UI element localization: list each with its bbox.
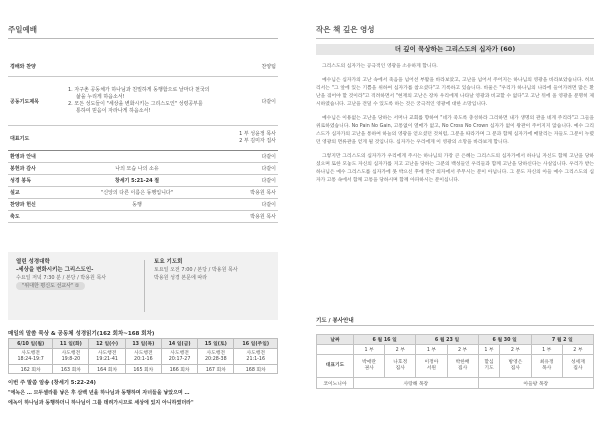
order-right xyxy=(214,131,278,145)
order-row-dedication xyxy=(8,199,278,211)
reading-cell xyxy=(234,349,278,365)
order-row-benediction xyxy=(8,211,278,223)
reading-range: 21:1-16 xyxy=(246,356,266,362)
reading-count: 162 회차 xyxy=(9,365,53,374)
duty-service: 2 부 xyxy=(562,345,593,355)
person-name: 성세재 xyxy=(570,359,585,365)
order-name: 찬양과 헌신 xyxy=(10,202,36,208)
memory-verse xyxy=(8,378,278,408)
duty-service: 1 부 xyxy=(354,345,385,355)
duty-date: 6 월 16 일 xyxy=(354,335,416,345)
person-role: 권사 xyxy=(364,366,374,371)
reading-count: 165 회차 xyxy=(125,365,161,374)
duty-date: 6 월 23 일 xyxy=(416,335,478,345)
prayer-line: 1. 자구촌 공동체가 하나님과 친밀하게 동행함으로 날마다 천국의 xyxy=(68,87,210,93)
reading-range: 19:21-41 xyxy=(96,356,118,362)
reading-range: 18:24-19:7 xyxy=(17,356,44,362)
reading-title: 매일의 말씀 묵상 & 공동체 성경읽기(162 회차~168 회차) xyxy=(8,331,155,337)
order-name: 공동기도제목 xyxy=(10,98,39,105)
duty-person xyxy=(354,355,385,378)
duty-service: 2 부 xyxy=(385,345,416,355)
duty-service-row xyxy=(317,345,594,355)
reading-cell xyxy=(53,349,89,365)
order-right: 찬양팀 xyxy=(261,63,276,70)
duty-row-label: 대표기도 xyxy=(317,355,354,378)
event-detail: 수요일 저녁 7:30 분 / 본당 / 박용원 목사 xyxy=(16,275,107,281)
duty-person xyxy=(500,355,531,378)
reading-book: 사도행전 xyxy=(134,350,153,356)
essay-body xyxy=(316,63,594,185)
reading-book: 사도행전 xyxy=(246,350,265,356)
order-right: 박용원 목사 xyxy=(250,190,276,196)
order-center: 창세기 5:21-24 절 xyxy=(114,178,160,184)
order-row-praise xyxy=(8,56,278,77)
duty-table xyxy=(316,334,594,389)
duty-service: 1 부 xyxy=(416,345,447,355)
person-role: 기도 xyxy=(484,366,494,371)
order-center: 나의 모습 나의 소유 xyxy=(115,166,159,172)
order-right: 다같이 xyxy=(261,202,276,208)
order-name: 대표기도 xyxy=(10,135,30,142)
order-right: 다같이 xyxy=(261,178,276,184)
person-role: 서원 xyxy=(426,366,437,371)
event-quote-badge: "위대한 평신도 선교사" ① xyxy=(16,282,85,290)
order-center: "신앙의 다른 이름은 동행입니다" xyxy=(100,190,174,196)
section-rule xyxy=(8,38,278,39)
essay-title: 더 깊이 묵상하는 그리스도의 십자가 (60) xyxy=(316,44,594,55)
essay-paragraph: 예수님은 이용없는 고난을 당하는 서머나 교회를 향하여 "네가 죽도록 충성하라 그리하면 내가 생명의 관을 네게 주리라"고 그들을 위로하였습니다. No Pain No Gain, 고통없이 열매가 없고, No Cross No Crown 십자가 없이 왕관이 주어지지 않습니다. 예수 그리스도가 십자가의 고난을 통하여 하늘의 영광을 얻으셨던 것처럼, 그분을 따라가며 그 분과 함께 십자가에 매달리는 자들도 그분이 누렸던 영광의 면류관을 얻게 될 것입니다. 십자가는 우리에게 이 영광의 소망을 바라보게 합니다. xyxy=(316,116,594,145)
duty-date: 6 월 30 일 xyxy=(478,335,531,345)
duty-date-row xyxy=(317,335,594,345)
event-saturday-prayer xyxy=(154,258,238,282)
reading-header-row xyxy=(9,339,278,349)
event-subtitle: -세상을 변화시키는 그리스도인- xyxy=(16,267,94,273)
reading-header: 13 일(목) xyxy=(125,339,161,349)
person-name: 할심 xyxy=(484,359,494,365)
reading-range: 20:17-27 xyxy=(168,356,191,362)
duty-person xyxy=(531,355,562,378)
rep-prayer-second: 2 부 김미자 집사 xyxy=(239,138,276,144)
reading-count: 167 회차 xyxy=(198,365,234,374)
person-name: 박한배 xyxy=(455,359,470,365)
section-rule xyxy=(316,38,594,39)
prayer-line: 통하여 믿음이 자라나게 하옵소서! xyxy=(76,108,151,114)
spirituality-section-title: 작은 책 깊은 영성 xyxy=(316,25,375,34)
duty-person xyxy=(416,355,447,378)
event-bible-college xyxy=(16,258,106,290)
worship-order xyxy=(8,56,278,223)
duty-prayer-row xyxy=(317,355,594,378)
memory-verse-line: "에녹은 … 므두셀라를 낳은 후 삼백 년을 하나님과 동행하며 자녀들을 낳았으며 … xyxy=(8,390,190,396)
reading-book: 사도행전 xyxy=(170,350,189,356)
prayer-topics-text xyxy=(60,87,214,115)
event-detail: 토요일 오전 7:00 / 본당 / 박용원 목사 xyxy=(154,267,238,273)
event-box xyxy=(8,252,278,320)
person-name: 최유정 xyxy=(539,359,554,365)
order-right: 박용원 목사 xyxy=(250,214,276,220)
duty-title: 기도 / 봉사안내 xyxy=(316,318,354,324)
event-divider xyxy=(144,260,145,312)
reading-cell xyxy=(89,349,125,365)
reading-header: 14 일(금) xyxy=(161,339,197,349)
duty-service: 1 부 xyxy=(531,345,562,355)
essay-paragraph: 그리스도의 십자가는 공극적인 영광을 소유하게 합니다. xyxy=(322,64,438,69)
person-role: 집사 xyxy=(573,366,583,371)
duty-row-label: 코이노니아 xyxy=(317,378,354,389)
order-right: 다같이 xyxy=(261,166,276,172)
duty-person xyxy=(385,355,416,378)
event-detail: 박용원 성경 본문에 따라 xyxy=(154,275,208,281)
person-name: 나호정 xyxy=(393,359,408,365)
reading-books-row xyxy=(9,349,278,365)
rep-prayer-first: 1 부 성윤정 목사 xyxy=(239,131,276,137)
order-name: 성경 봉독 xyxy=(10,178,32,184)
reading-table xyxy=(8,338,278,374)
memory-verse-line: 에녹이 하나님과 동행하더니 하나님이 그를 데려가시므로 세상에 있지 아니하였더라" xyxy=(8,400,194,406)
person-role: 집사 xyxy=(395,366,405,371)
order-name: 경배와 찬양 xyxy=(10,63,36,70)
order-center: 동행 xyxy=(132,202,142,208)
order-row-offering xyxy=(8,163,278,175)
person-role: 집사 xyxy=(457,366,468,371)
duty-date-label: 날짜 xyxy=(317,335,354,345)
event-head: 열린 성경대학 xyxy=(16,259,50,265)
order-name: 환영과 안내 xyxy=(10,154,36,160)
duty-date: 7 월 2 일 xyxy=(531,335,593,345)
person-role: 목사 xyxy=(542,366,552,371)
person-name: 방영은 xyxy=(508,359,523,365)
reading-cell xyxy=(161,349,197,365)
worship-section-title: 주일예배 xyxy=(8,25,37,34)
duty-rule xyxy=(316,325,594,326)
prayer-line: 2. 모든 성도들이 "세상을 변화시키는 그리스도인" 성령공부를 xyxy=(68,101,203,107)
person-role: 집사 xyxy=(510,366,521,371)
duty-person xyxy=(562,355,593,378)
left-column xyxy=(8,0,278,422)
koinonia-group: 사랑해 목장 xyxy=(354,378,479,389)
duty-service: 1 부 xyxy=(478,345,500,355)
reading-header: 6/10 일(월) xyxy=(9,339,53,349)
order-row-welcome xyxy=(8,151,278,163)
koinonia-group: 아들팡 목장 xyxy=(478,378,593,389)
reading-cell xyxy=(125,349,161,365)
reading-cell xyxy=(9,349,53,365)
reading-header: 15 일(토) xyxy=(198,339,234,349)
reading-book: 사도행전 xyxy=(97,350,117,356)
order-name: 설교 xyxy=(10,190,20,196)
person-name: 이정아 xyxy=(424,359,439,365)
reading-count: 163 회차 xyxy=(53,365,89,374)
duty-service-blank xyxy=(317,345,354,355)
duty-koinonia-row xyxy=(317,378,594,389)
duty-person xyxy=(478,355,500,378)
order-row-sermon xyxy=(8,187,278,199)
order-name: 축도 xyxy=(10,214,20,220)
reading-range: 19:8-20 xyxy=(61,356,81,362)
order-name: 봉헌과 감사 xyxy=(10,166,36,172)
order-right: 다같이 xyxy=(261,154,276,160)
order-row-scripture xyxy=(8,175,278,187)
reading-header: 12 일(수) xyxy=(89,339,125,349)
reading-range: 20:1-16 xyxy=(134,356,153,362)
memory-verse-title: 이번 주 말씀 암송 (창세기 5:22-24) xyxy=(8,380,96,386)
reading-book: 사도행전 xyxy=(21,350,40,356)
duty-service: 2 부 xyxy=(500,345,531,355)
reading-count: 164 회차 xyxy=(89,365,125,374)
order-row-prayer-topics xyxy=(8,77,278,126)
reading-book: 사도행전 xyxy=(61,350,81,356)
person-name: 박애란 xyxy=(362,359,377,365)
reading-cell xyxy=(198,349,234,365)
essay-paragraph: 예수님은 십자가의 고난 속에서 죽음을 넘어선 부활을 바라보았고, 고난을 넘어서 주어지는 하나님의 영광을 바라보았습니다. 히브리서는 "그 앞에 있는 기쁨을 위하여 십자가를 참으셨다"고 기록하고 있습니다. 바울은 "우리가 하나님의 나라에 들어가려면 많은 환난을 겪어야 할 것이라"고 격려하면서 "현재의 고난은 장차 우리에게 나타날 영광과 비교할 수 없다"고 고난 뒤에 올 영광을 분명히 제시하였습니다. 고난을 견딜 수 있도록 하는 것은 궁극적인 영광에 대한 소망입니다. xyxy=(316,78,594,107)
reading-header: 11 일(화) xyxy=(53,339,89,349)
duty-person xyxy=(447,355,478,378)
reading-range: 20:28-38 xyxy=(204,356,227,362)
reading-count: 168 회차 xyxy=(234,365,278,374)
prayer-line: 삶을 누리게 하옵소서! xyxy=(76,94,125,100)
order-right: 다같이 xyxy=(261,98,276,105)
reading-count: 166 회차 xyxy=(161,365,197,374)
event-head: 토요 기도회 xyxy=(154,259,183,265)
reading-book: 사도행전 xyxy=(206,350,226,356)
essay-paragraph: 그렇지만 그리스도의 십자가가 우리에게 주시는 하나님의 가장 큰 은혜는 그리스도의 십자가에서 하나님 자신도 함께 고난을 당하셨으며 또한 모놓도 자신의 십자가를 지고 고난을 당하는 그분의 백성들인 우리들과 함께 고난을 당하신다는 사실입니다. 우리가 받는 하나님은 예수 그리스도를 십자가에 못 박으신 후에 만약 의자에서 주무시는 분이 아닙니다. 그 분도 자신의 아들 예수 그리스도의 십자가 고통 속에서 함께 고통을 당하시며 함께 아파하시는 분이십니다. xyxy=(316,154,594,183)
reading-count-row xyxy=(9,365,278,374)
duty-service: 2 부 xyxy=(447,345,478,355)
right-column xyxy=(316,0,594,422)
reading-header: 16 일(주일) xyxy=(234,339,278,349)
order-row-rep-prayer xyxy=(8,126,278,151)
